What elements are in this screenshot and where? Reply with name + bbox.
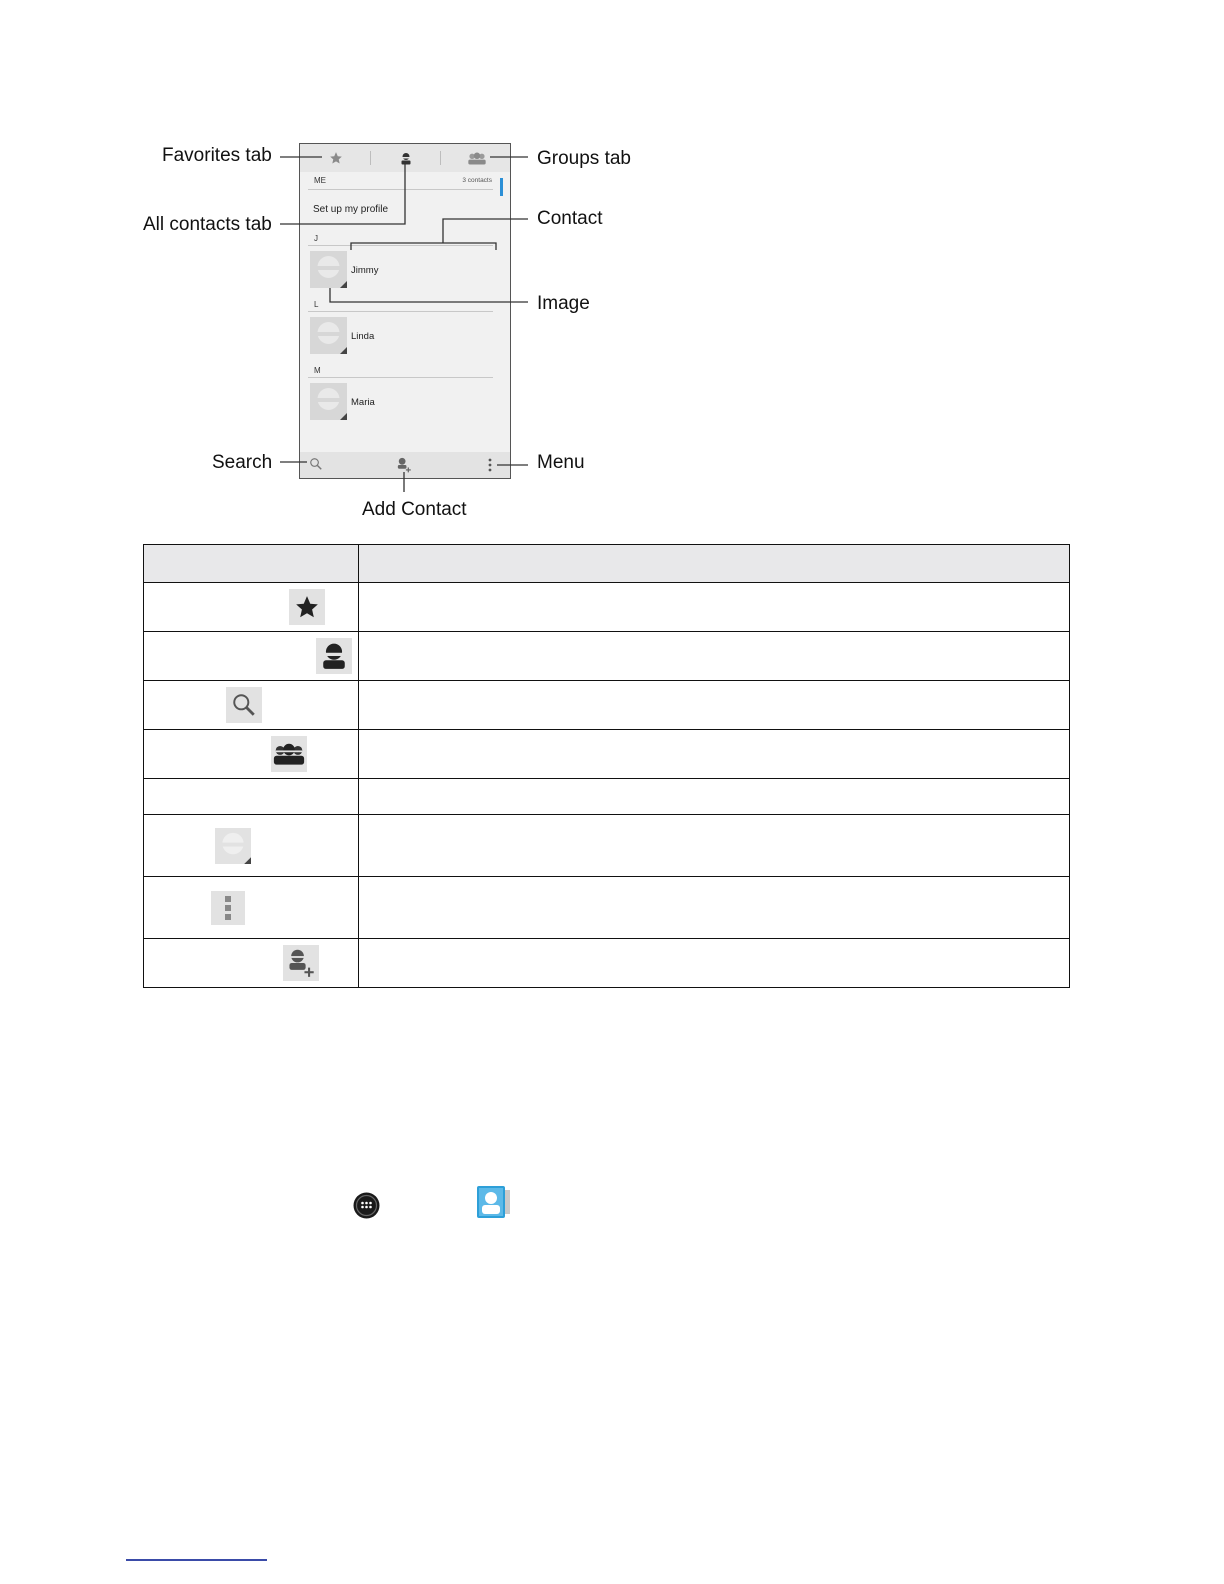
table-desc-cell [359,779,1070,815]
icon-reference-table [143,544,1070,988]
section-header-me: ME [314,176,326,185]
table-desc-cell [359,681,1070,730]
menu-dots-icon [211,891,245,925]
table-desc-cell [359,877,1070,939]
table-row [144,632,1070,681]
group-icon [271,736,307,772]
contact-name[interactable]: Maria [351,397,375,408]
table-icon-cell [144,939,359,988]
contact-count: 3 contacts [462,177,492,184]
table-row [144,681,1070,730]
contact-name[interactable]: Jimmy [351,265,379,276]
contact-image-icon [215,828,251,864]
table-desc-cell [359,632,1070,681]
footnote-divider [126,1559,267,1561]
search-icon [226,687,262,723]
table-row [144,730,1070,779]
setup-profile-item[interactable]: Set up my profile [313,204,389,215]
table-row [144,779,1070,815]
table-icon-cell [144,779,359,815]
callout-all-contacts-tab: All contacts tab [143,214,272,235]
table-icon-cell [144,583,359,632]
contact-name[interactable]: Linda [351,331,375,342]
table-desc-cell [359,730,1070,779]
section-header-letter: L [314,300,319,309]
callout-image: Image [537,293,590,314]
person-icon [316,638,352,674]
table-row [144,877,1070,939]
section-header-letter: J [314,234,318,243]
section-header-letter: M [314,366,321,375]
table-icon-cell [144,681,359,730]
table-row [144,939,1070,988]
table-desc-cell [359,939,1070,988]
callout-search: Search [212,452,273,473]
contacts-app-icon [476,1185,512,1224]
table-icon-cell [144,815,359,877]
table-row [144,815,1070,877]
table-header-row [144,545,1070,583]
table-desc-cell [359,583,1070,632]
callout-menu: Menu [537,452,585,473]
table-header-cell [144,545,359,583]
callout-favorites-tab: Favorites tab [162,145,272,166]
apps-launcher-icon [353,1192,380,1224]
star-icon [289,589,325,625]
callout-contact: Contact [537,208,603,229]
callout-groups-tab: Groups tab [537,148,631,169]
table-header-cell [359,545,1070,583]
table-icon-cell [144,730,359,779]
table-row [144,583,1070,632]
callout-leader-lines [0,0,1224,560]
table-icon-cell [144,632,359,681]
callout-add-contact: Add Contact [362,499,467,520]
table-desc-cell [359,815,1070,877]
add-contact-icon [283,945,319,981]
table-icon-cell [144,877,359,939]
